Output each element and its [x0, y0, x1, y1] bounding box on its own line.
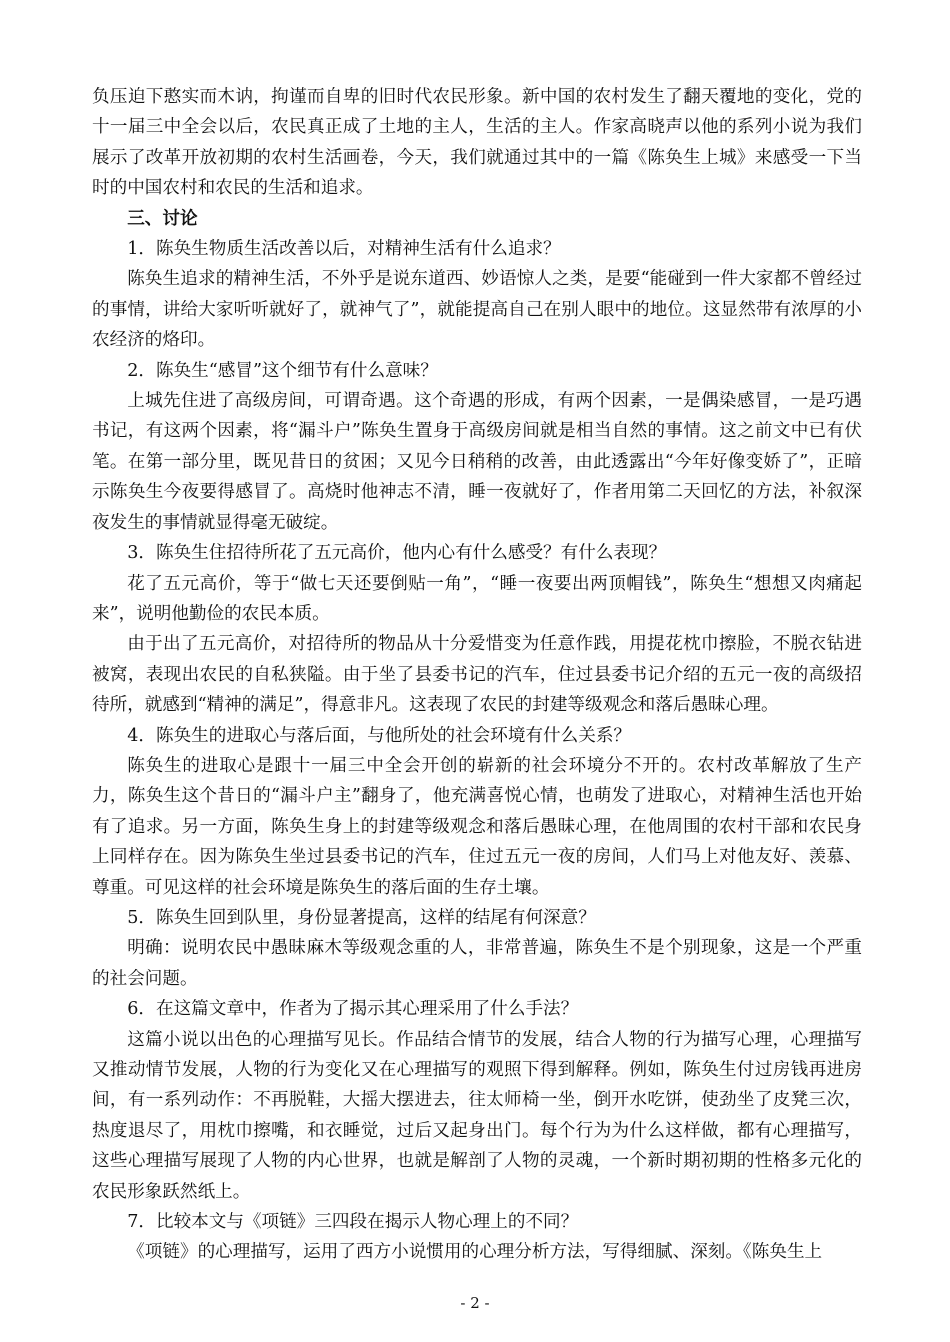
answer-4: 陈奂生的进取心是跟十一届三中全会开创的崭新的社会环境分不开的。农村改革解放了生产力，陈奂生这个昔日的“漏斗户主”翻身了，他充满喜悦心情，也萌发了进取心，对精神生活也开始有了追求。另一方面，陈奂生身上的封建等级观念和落后愚昧心理，在他周围的农村干部和农民身上同样存在。因为陈奂生坐过县委书记的汽车，住过五元一夜的房间，人们马上对他友好、羡慕、尊重。可见这样的社会环境是陈奂生的落后面的生存土壤。 [92, 755, 862, 898]
answer-3b: 由于出了五元高价，对招待所的物品从十分爱惜变为任意作践，用提花枕巾擦脸，不脱衣钻进被窝，表现出农民的自私狭隘。由于坐了县委书记的汽车，住过县委书记介绍的五元一夜的高级招待所，就感到“精神的满足”，得意非凡。这表现了农民的封建等级观念和落后愚昧心理。 [92, 634, 862, 716]
answer-3a: 花了五元高价，等于“做七天还要倒贴一角”，“睡一夜要出两顶帽钱”，陈奂生“想想又肉痛起来”，说明他勤俭的农民本质。 [92, 573, 862, 624]
question-1: 1．陈奂生物质生活改善以后，对精神生活有什么追求？ [127, 239, 561, 260]
answer-2: 上城先住进了高级房间，可谓奇遇。这个奇遇的形成，有两个因素，一是偶染感冒，一是巧遇书记，有这两个因素，将“漏斗户”陈奂生置身于高级房间就是相当自然的事情。这之前文中已有伏笔。在第一部分里，既见昔日的贫困；又见今日稍稍的改善，由此透露出“今年好像变娇了”，正暗示陈奂生今夜要得感冒了。高烧时他神志不清，睡一夜就好了，作者用第二天回忆的方法，补叙深夜发生的事情就显得毫无破绽。 [92, 391, 862, 533]
answer-5: 明确：说明农民中愚昧麻木等级观念重的人，非常普遍，陈奂生不是个别现象，这是一个严重的社会问题。 [92, 938, 862, 989]
section-heading: 三、讨论 [127, 207, 198, 229]
question-5: 5．陈奂生回到队里，身份显著提高，这样的结尾有何深意？ [127, 907, 596, 928]
answer-7: 《项链》的心理描写，运用了西方小说惯用的心理分析方法，写得细腻、深刻。《陈奂生上 [127, 1242, 823, 1263]
question-6: 6．在这篇文章中，作者为了揭示其心理采用了什么手法？ [127, 999, 579, 1020]
question-4: 4．陈奂生的进取心与落后面，与他所处的社会环境有什么关系？ [127, 725, 632, 746]
page-number: - 2 - [460, 1294, 490, 1312]
question-3: 3．陈奂生住招待所花了五元高价，他内心有什么感受？有什么表现？ [127, 543, 667, 564]
intro-paragraph: 负压迫下憨实而木讷，拘谨而自卑的旧时代农民形象。新中国的农村发生了翻天覆地的变化，党的十一届三中全会以后，农民真正成了土地的主人，生活的主人。作家高晓声以他的系列小说为我们展示了改革开放初期的农村生活画卷，今天，我们就通过其中的一篇《陈奂生上城》来感受一下当时的中国农村和农民的生活和追求。 [92, 87, 862, 199]
document-page [92, 82, 862, 1268]
question-7: 7．比较本文与《项链》三四段在揭示人物心理上的不同？ [127, 1212, 579, 1233]
question-2: 2．陈奂生“感冒”这个细节有什么意味？ [127, 360, 438, 381]
answer-1: 陈奂生追求的精神生活，不外乎是说东道西、妙语惊人之类，是要“能碰到一件大家都不曾经过的事情，讲给大家听听就好了，就神气了”，就能提高自己在别人眼中的地位。这显然带有浓厚的小农经济的烙印。 [92, 269, 862, 351]
answer-6: 这篇小说以出色的心理描写见长。作品结合情节的发展，结合人物的行为描写心理，心理描写又推动情节发展，人物的行为变化又在心理描写的观照下得到解释。例如，陈奂生付过房钱再进房间，有一系列动作：不再脱鞋，大摇大摆进去，往太师椅一坐，倒开水吃饼，使劲坐了皮凳三次，热度退尽了，用枕巾擦嘴，和衣睡觉，过后又起身出门。每个行为为什么这样做，都有心理描写，这些心理描写展现了人物的内心世界，也就是解剖了人物的灵魂，一个新时期初期的性格多元化的农民形象跃然纸上。 [92, 1029, 862, 1202]
